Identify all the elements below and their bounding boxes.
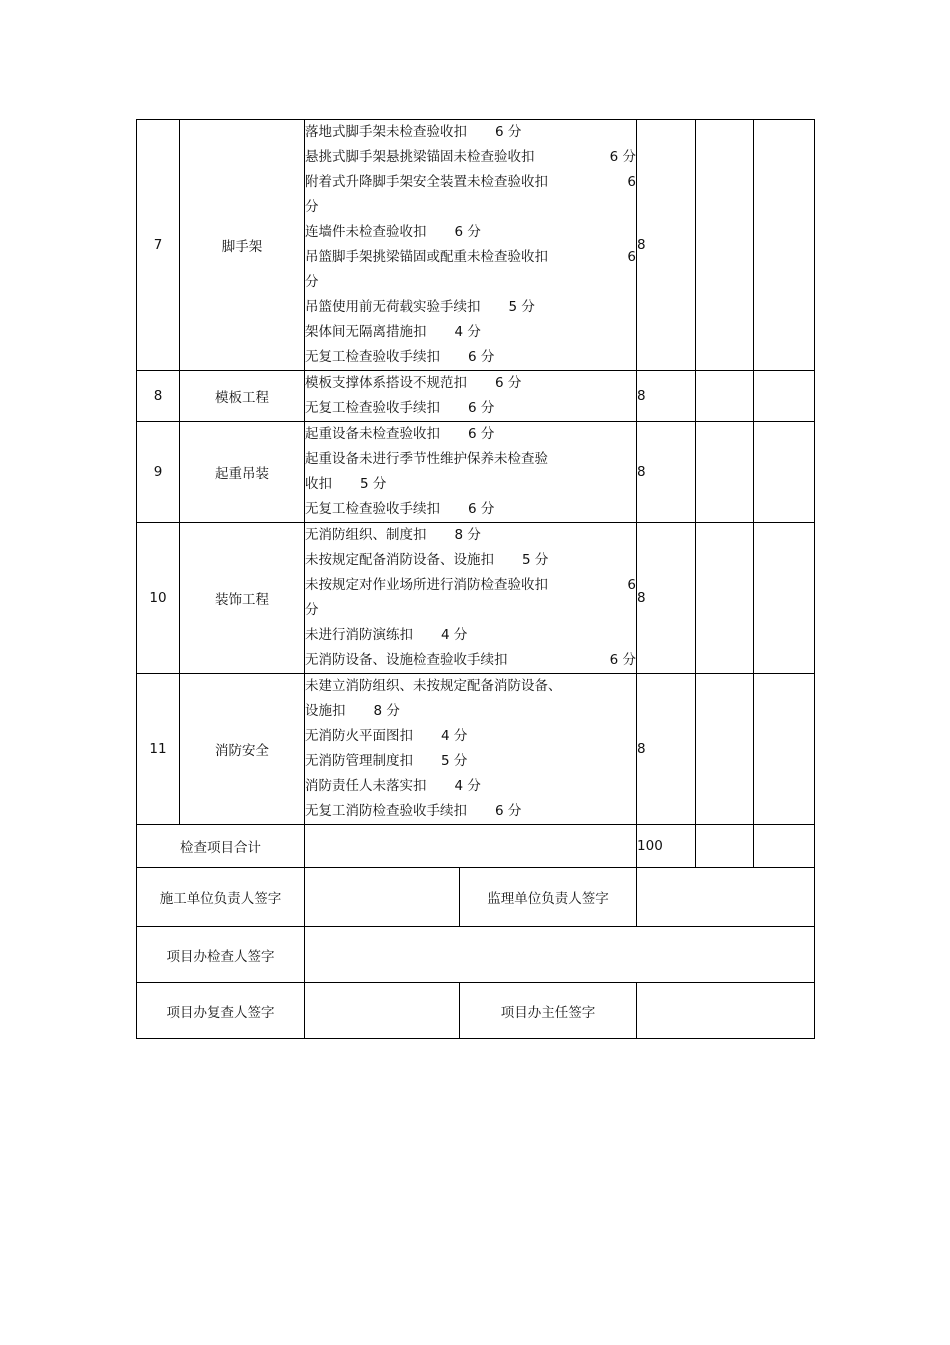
criteria-line bbox=[305, 724, 636, 749]
inspector-sign-field[interactable] bbox=[305, 927, 815, 983]
deduction-criteria bbox=[305, 422, 637, 523]
criteria-text: 无复工检查验收手续扣 bbox=[305, 501, 440, 517]
criteria-line bbox=[305, 598, 636, 623]
table-row bbox=[137, 523, 815, 674]
criteria-text: 无消防设备、设施检查验收手续扣 bbox=[305, 652, 508, 668]
total-deduction-cell bbox=[696, 825, 754, 868]
table-row bbox=[137, 674, 815, 825]
deduction-cell[interactable] bbox=[696, 523, 754, 674]
supervisor-sign-field[interactable] bbox=[637, 868, 815, 927]
item-category: 脚手架 bbox=[180, 120, 305, 371]
director-sign-label: 项目办主任签字 bbox=[460, 983, 637, 1039]
criteria-line bbox=[305, 220, 636, 245]
total-label: 检查项目合计 bbox=[137, 825, 305, 868]
criteria-text: 未按规定对作业场所进行消防检查验收扣 bbox=[305, 577, 548, 593]
criteria-points: 8 分 bbox=[373, 703, 400, 719]
deduction-cell[interactable] bbox=[696, 371, 754, 422]
criteria-text: 起重设备未检查验收扣 bbox=[305, 426, 440, 442]
criteria-text: 模板支撑体系搭设不规范扣 bbox=[305, 375, 467, 391]
criteria-text: 附着式升降脚手架安全装置未检查验收扣 bbox=[305, 174, 548, 190]
criteria-line bbox=[305, 548, 636, 573]
criteria-line bbox=[305, 422, 636, 447]
signature-row-1 bbox=[137, 868, 815, 927]
criteria-line bbox=[305, 245, 636, 270]
criteria-line bbox=[305, 472, 636, 497]
item-score: 8 bbox=[637, 120, 696, 371]
item-score: 8 bbox=[637, 371, 696, 422]
deduction-criteria bbox=[305, 120, 637, 371]
deduction-cell[interactable] bbox=[696, 674, 754, 825]
criteria-points: 4 分 bbox=[441, 627, 468, 643]
item-score: 8 bbox=[637, 422, 696, 523]
contractor-sign-label: 施工单位负责人签字 bbox=[137, 868, 305, 927]
criteria-text: 收扣 bbox=[305, 476, 332, 492]
criteria-line bbox=[305, 345, 636, 370]
item-number: 11 bbox=[137, 674, 180, 825]
criteria-points: 5 分 bbox=[441, 753, 468, 769]
criteria-line bbox=[305, 749, 636, 774]
criteria-text: 悬挑式脚手架悬挑梁锚固未检查验收扣 bbox=[305, 149, 535, 165]
criteria-points: 8 分 bbox=[454, 527, 481, 543]
criteria-line bbox=[305, 295, 636, 320]
criteria-text: 无消防火平面图扣 bbox=[305, 728, 413, 744]
criteria-line bbox=[305, 774, 636, 799]
criteria-line bbox=[305, 648, 636, 673]
criteria-points: 4 分 bbox=[441, 728, 468, 744]
criteria-points: 6 分 bbox=[468, 349, 495, 365]
criteria-points: 6 分 bbox=[495, 124, 522, 140]
criteria-text: 架体间无隔离措施扣 bbox=[305, 324, 427, 340]
total-score: 100 bbox=[637, 825, 696, 868]
inspection-rows bbox=[137, 120, 815, 825]
reinspector-sign-field[interactable] bbox=[305, 983, 460, 1039]
criteria-line bbox=[305, 195, 636, 220]
criteria-text: 无复工检查验收手续扣 bbox=[305, 400, 440, 416]
item-category: 模板工程 bbox=[180, 371, 305, 422]
deduction-cell[interactable] bbox=[696, 422, 754, 523]
criteria-text: 连墙件未检查验收扣 bbox=[305, 224, 427, 240]
criteria-line bbox=[305, 573, 636, 598]
item-number: 8 bbox=[137, 371, 180, 422]
criteria-line bbox=[305, 623, 636, 648]
director-sign-field[interactable] bbox=[637, 983, 815, 1039]
criteria-points: 6 bbox=[627, 577, 637, 593]
actual-score-cell[interactable] bbox=[754, 371, 815, 422]
criteria-points: 5 分 bbox=[508, 299, 535, 315]
criteria-points: 6 分 bbox=[454, 224, 481, 240]
criteria-text: 吊篮脚手架挑梁锚固或配重未检查验收扣 bbox=[305, 249, 548, 265]
criteria-line bbox=[305, 447, 636, 472]
item-number: 9 bbox=[137, 422, 180, 523]
table-row bbox=[137, 371, 815, 422]
inspector-sign-label: 项目办检查人签字 bbox=[137, 927, 305, 983]
criteria-text: 无复工检查验收手续扣 bbox=[305, 349, 440, 365]
deduction-criteria bbox=[305, 371, 637, 422]
criteria-text: 设施扣 bbox=[305, 703, 346, 719]
criteria-text: 分 bbox=[305, 602, 319, 618]
table-row bbox=[137, 422, 815, 523]
criteria-points: 5 分 bbox=[360, 476, 387, 492]
item-number: 10 bbox=[137, 523, 180, 674]
footer-rows bbox=[137, 825, 815, 1039]
item-number: 7 bbox=[137, 120, 180, 371]
deduction-criteria bbox=[305, 523, 637, 674]
inspection-table bbox=[136, 119, 815, 1039]
criteria-text: 未按规定配备消防设备、设施扣 bbox=[305, 552, 494, 568]
criteria-text: 未建立消防组织、未按规定配备消防设备、 bbox=[305, 678, 562, 694]
criteria-line bbox=[305, 699, 636, 724]
contractor-sign-field[interactable] bbox=[305, 868, 460, 927]
supervisor-sign-label: 监理单位负责人签字 bbox=[460, 868, 637, 927]
criteria-text: 消防责任人未落实扣 bbox=[305, 778, 427, 794]
criteria-points: 6 分 bbox=[495, 803, 522, 819]
deduction-cell[interactable] bbox=[696, 120, 754, 371]
criteria-points: 6 分 bbox=[609, 652, 637, 668]
criteria-line bbox=[305, 170, 636, 195]
criteria-text: 起重设备未进行季节性维护保养未检查验 bbox=[305, 451, 548, 467]
criteria-points: 6 分 bbox=[468, 426, 495, 442]
criteria-points: 6 bbox=[627, 174, 637, 190]
table-row bbox=[137, 120, 815, 371]
deduction-criteria bbox=[305, 674, 637, 825]
criteria-text: 分 bbox=[305, 274, 319, 290]
criteria-points: 6 分 bbox=[468, 400, 495, 416]
criteria-points: 6 分 bbox=[468, 501, 495, 517]
criteria-line bbox=[305, 799, 636, 824]
actual-score-cell[interactable] bbox=[754, 422, 815, 523]
criteria-line bbox=[305, 270, 636, 295]
total-row bbox=[137, 825, 815, 868]
criteria-text: 分 bbox=[305, 199, 319, 215]
criteria-line bbox=[305, 120, 636, 145]
signature-row-2 bbox=[137, 927, 815, 983]
item-category: 起重吊装 bbox=[180, 422, 305, 523]
item-score: 8 bbox=[637, 523, 696, 674]
criteria-line bbox=[305, 497, 636, 522]
criteria-text: 落地式脚手架未检查验收扣 bbox=[305, 124, 467, 140]
criteria-line bbox=[305, 523, 636, 548]
criteria-points: 6 bbox=[627, 249, 637, 265]
criteria-text: 无复工消防检查验收手续扣 bbox=[305, 803, 467, 819]
criteria-line bbox=[305, 371, 636, 396]
criteria-points: 4 分 bbox=[454, 778, 481, 794]
total-actual-cell bbox=[754, 825, 815, 868]
item-category: 消防安全 bbox=[180, 674, 305, 825]
actual-score-cell[interactable] bbox=[754, 674, 815, 825]
criteria-text: 无消防管理制度扣 bbox=[305, 753, 413, 769]
reinspector-sign-label: 项目办复查人签字 bbox=[137, 983, 305, 1039]
actual-score-cell[interactable] bbox=[754, 523, 815, 674]
criteria-line bbox=[305, 320, 636, 345]
total-criteria-cell bbox=[305, 825, 637, 868]
criteria-text: 无消防组织、制度扣 bbox=[305, 527, 427, 543]
item-category: 装饰工程 bbox=[180, 523, 305, 674]
criteria-text: 吊篮使用前无荷载实验手续扣 bbox=[305, 299, 481, 315]
criteria-points: 4 分 bbox=[454, 324, 481, 340]
actual-score-cell[interactable] bbox=[754, 120, 815, 371]
criteria-line bbox=[305, 674, 636, 699]
item-score: 8 bbox=[637, 674, 696, 825]
criteria-line bbox=[305, 145, 636, 170]
criteria-points: 6 分 bbox=[609, 149, 637, 165]
signature-row-3 bbox=[137, 983, 815, 1039]
criteria-line bbox=[305, 396, 636, 421]
criteria-points: 5 分 bbox=[522, 552, 549, 568]
criteria-points: 6 分 bbox=[495, 375, 522, 391]
criteria-text: 未进行消防演练扣 bbox=[305, 627, 413, 643]
